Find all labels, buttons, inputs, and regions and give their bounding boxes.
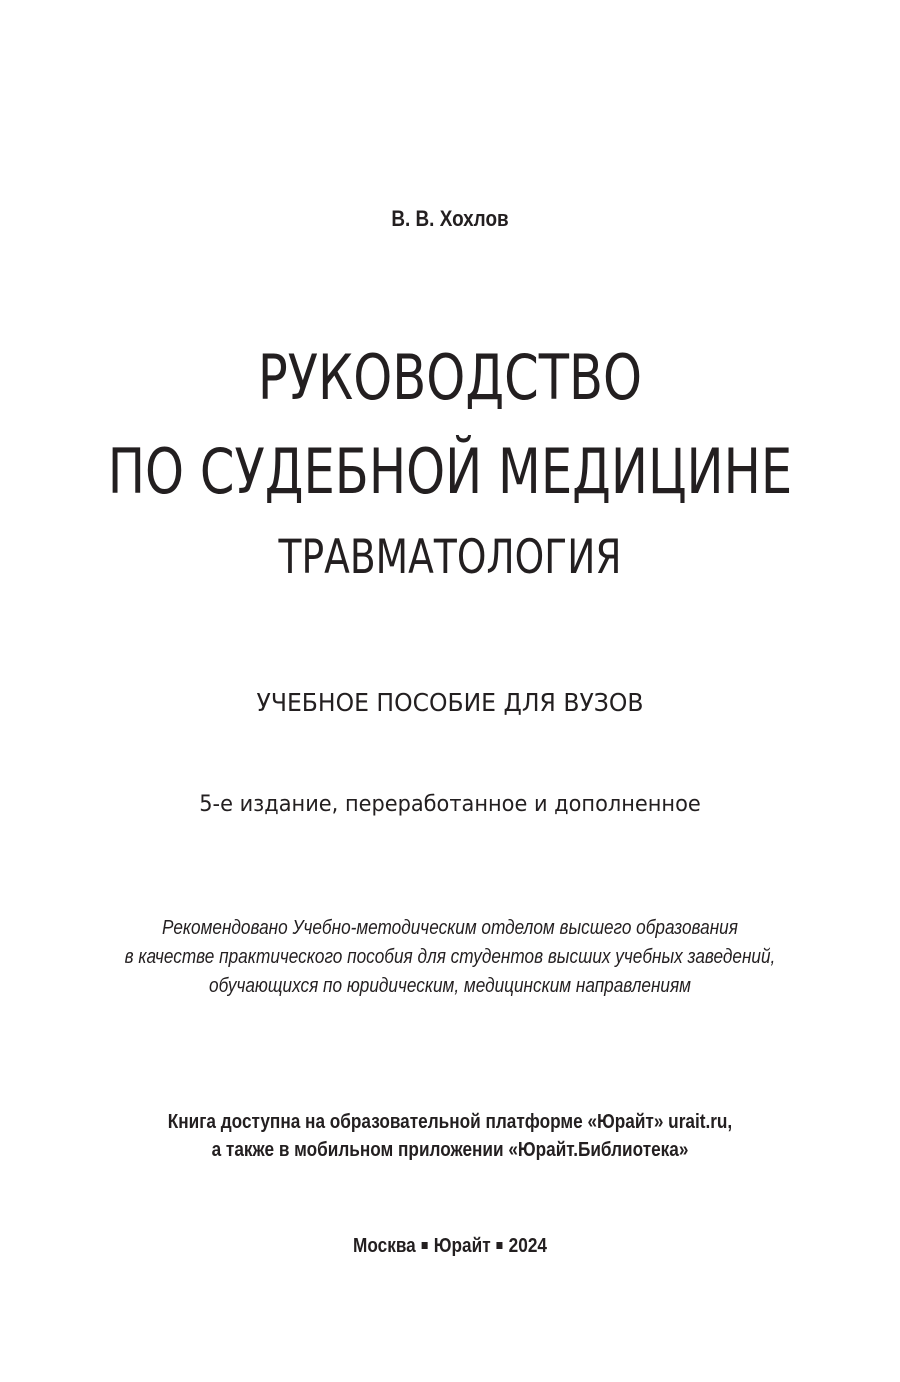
book-title-line-1: РУКОВОДСТВО	[257, 341, 643, 414]
imprint-year: 2024	[508, 1235, 547, 1257]
imprint-city: Москва	[353, 1235, 416, 1257]
edition-info: 5-е издание, переработанное и дополненное	[199, 792, 701, 817]
book-subtitle-topic: ТРАВМАТОЛОГИЯ	[278, 530, 622, 585]
author-name: В. В. Хохлов	[391, 206, 509, 231]
book-title-line-2: ПО СУДЕБНОЙ МЕДИЦИНЕ	[107, 435, 793, 508]
square-separator-icon	[422, 1242, 428, 1249]
recommendation-line-3: обучающихся по юридическим, медицинским направлениям	[208, 975, 691, 997]
book-genre: УЧЕБНОЕ ПОСОБИЕ ДЛЯ ВУЗОВ	[256, 688, 644, 717]
availability-line-2: а также в мобильном приложении «Юрайт.Библиотека»	[211, 1139, 689, 1161]
recommendation-line-1: Рекомендовано Учебно-методическим отделом высшего образования	[162, 917, 738, 939]
square-separator-icon	[497, 1242, 503, 1249]
recommendation-line-2: в качестве практического пособия для студентов высших учебных заведений,	[124, 946, 776, 968]
availability-line-1: Книга доступна на образовательной платформе «Юрайт» urait.ru,	[167, 1111, 733, 1133]
imprint-publisher: Юрайт	[433, 1235, 491, 1257]
imprint	[63, 1232, 837, 1260]
